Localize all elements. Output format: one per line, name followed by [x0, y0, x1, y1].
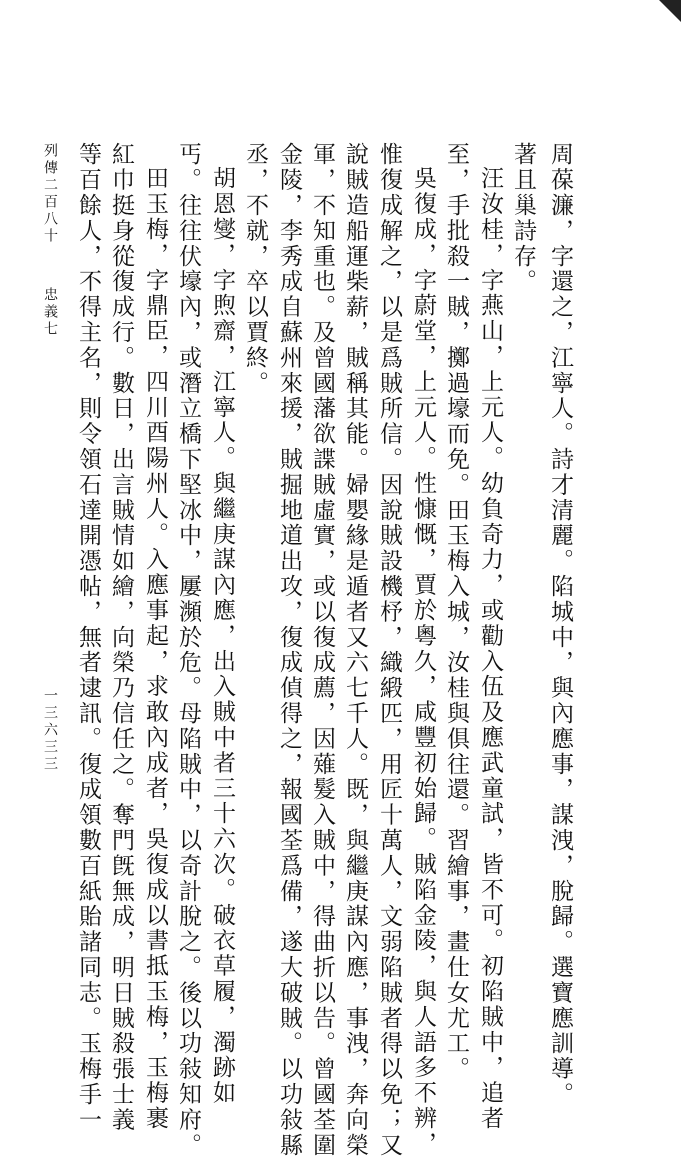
text-column-15: 等百餘人，不得主名，則令領石達開憑帖，無者逮訊。復成領數百紙貽諸同志。玉梅手一 [75, 142, 101, 1133]
running-title: 列傳二百八十 [42, 143, 58, 245]
text-column-1: 周葆濂，字還之，江寧人。詩才清麗。陷城中，與內應事，謀洩，脫歸。選寶應訓導。 [547, 142, 573, 1108]
text-column-9: 金陵，李秀成自蘇州來援，賊掘地道出攻，復成偵得之，報國荃爲備，遂大破賊。以功敍縣 [276, 142, 302, 1158]
text-column-13: 田玉梅，字鼎臣，四川酉陽州人。入應事起，求敢內成者，吳復成以書抵玉梅，玉梅裹 [142, 166, 168, 1132]
text-column-8: 軍，不知重也。及曾國藩欲諜賊虛實，或以復成薦，因薙髮入賊中，得曲折以告。曾國荃圍 [309, 142, 335, 1158]
text-column-7: 說賊造船運柴薪，賊稱其能。婦嬰緣是遁者又六七千人。既，與繼庚謀內應，事洩，奔向榮 [342, 142, 368, 1158]
text-column-10: 丞，不就，卒以賈終。 [242, 142, 268, 396]
page-corner-mark [659, 0, 681, 22]
text-column-3: 汪汝桂，字燕山，上元人。幼負奇力，或勸入伍及應武童試，皆不可。初陷賊中，追者 [477, 166, 503, 1132]
page-number: 一三六三三 [42, 688, 58, 773]
text-column-6: 惟復成解之，以是爲賊所信。因說賊設機杼，織緞匹，用匠十萬人，文弱陷賊者得以免；又 [376, 142, 402, 1158]
text-column-14: 紅巾挺身從復成行。數日，出言賊情如繪，向榮乃信任之。奪門旣無成，明日賊殺張士義 [108, 142, 134, 1133]
text-column-12: 丐。往往伏壕內，或潛立橋下堅冰中，屢瀕於危。母陷賊中，以奇計脫之。後以功敍知府。 [175, 142, 201, 1158]
text-column-5: 吳復成，字蔚堂，上元人。性慷慨，賈於粵久，咸豐初始歸。賊陷金陵，與人語多不辨， [410, 166, 436, 1157]
text-column-2: 著且巢詩存。 [510, 142, 536, 295]
text-column-4: 至，手批殺一賊，擲過壕而免。田玉梅入城，汝桂與俱往還。習繪事，畫仕女尤工。 [443, 142, 469, 1082]
running-section: 忠義七 [42, 287, 58, 338]
text-column-11: 胡恩燮，字煦齋，江寧人。與繼庚謀內應，出入賊中者三十六次。破衣草履，濁跡如 [209, 166, 235, 1106]
